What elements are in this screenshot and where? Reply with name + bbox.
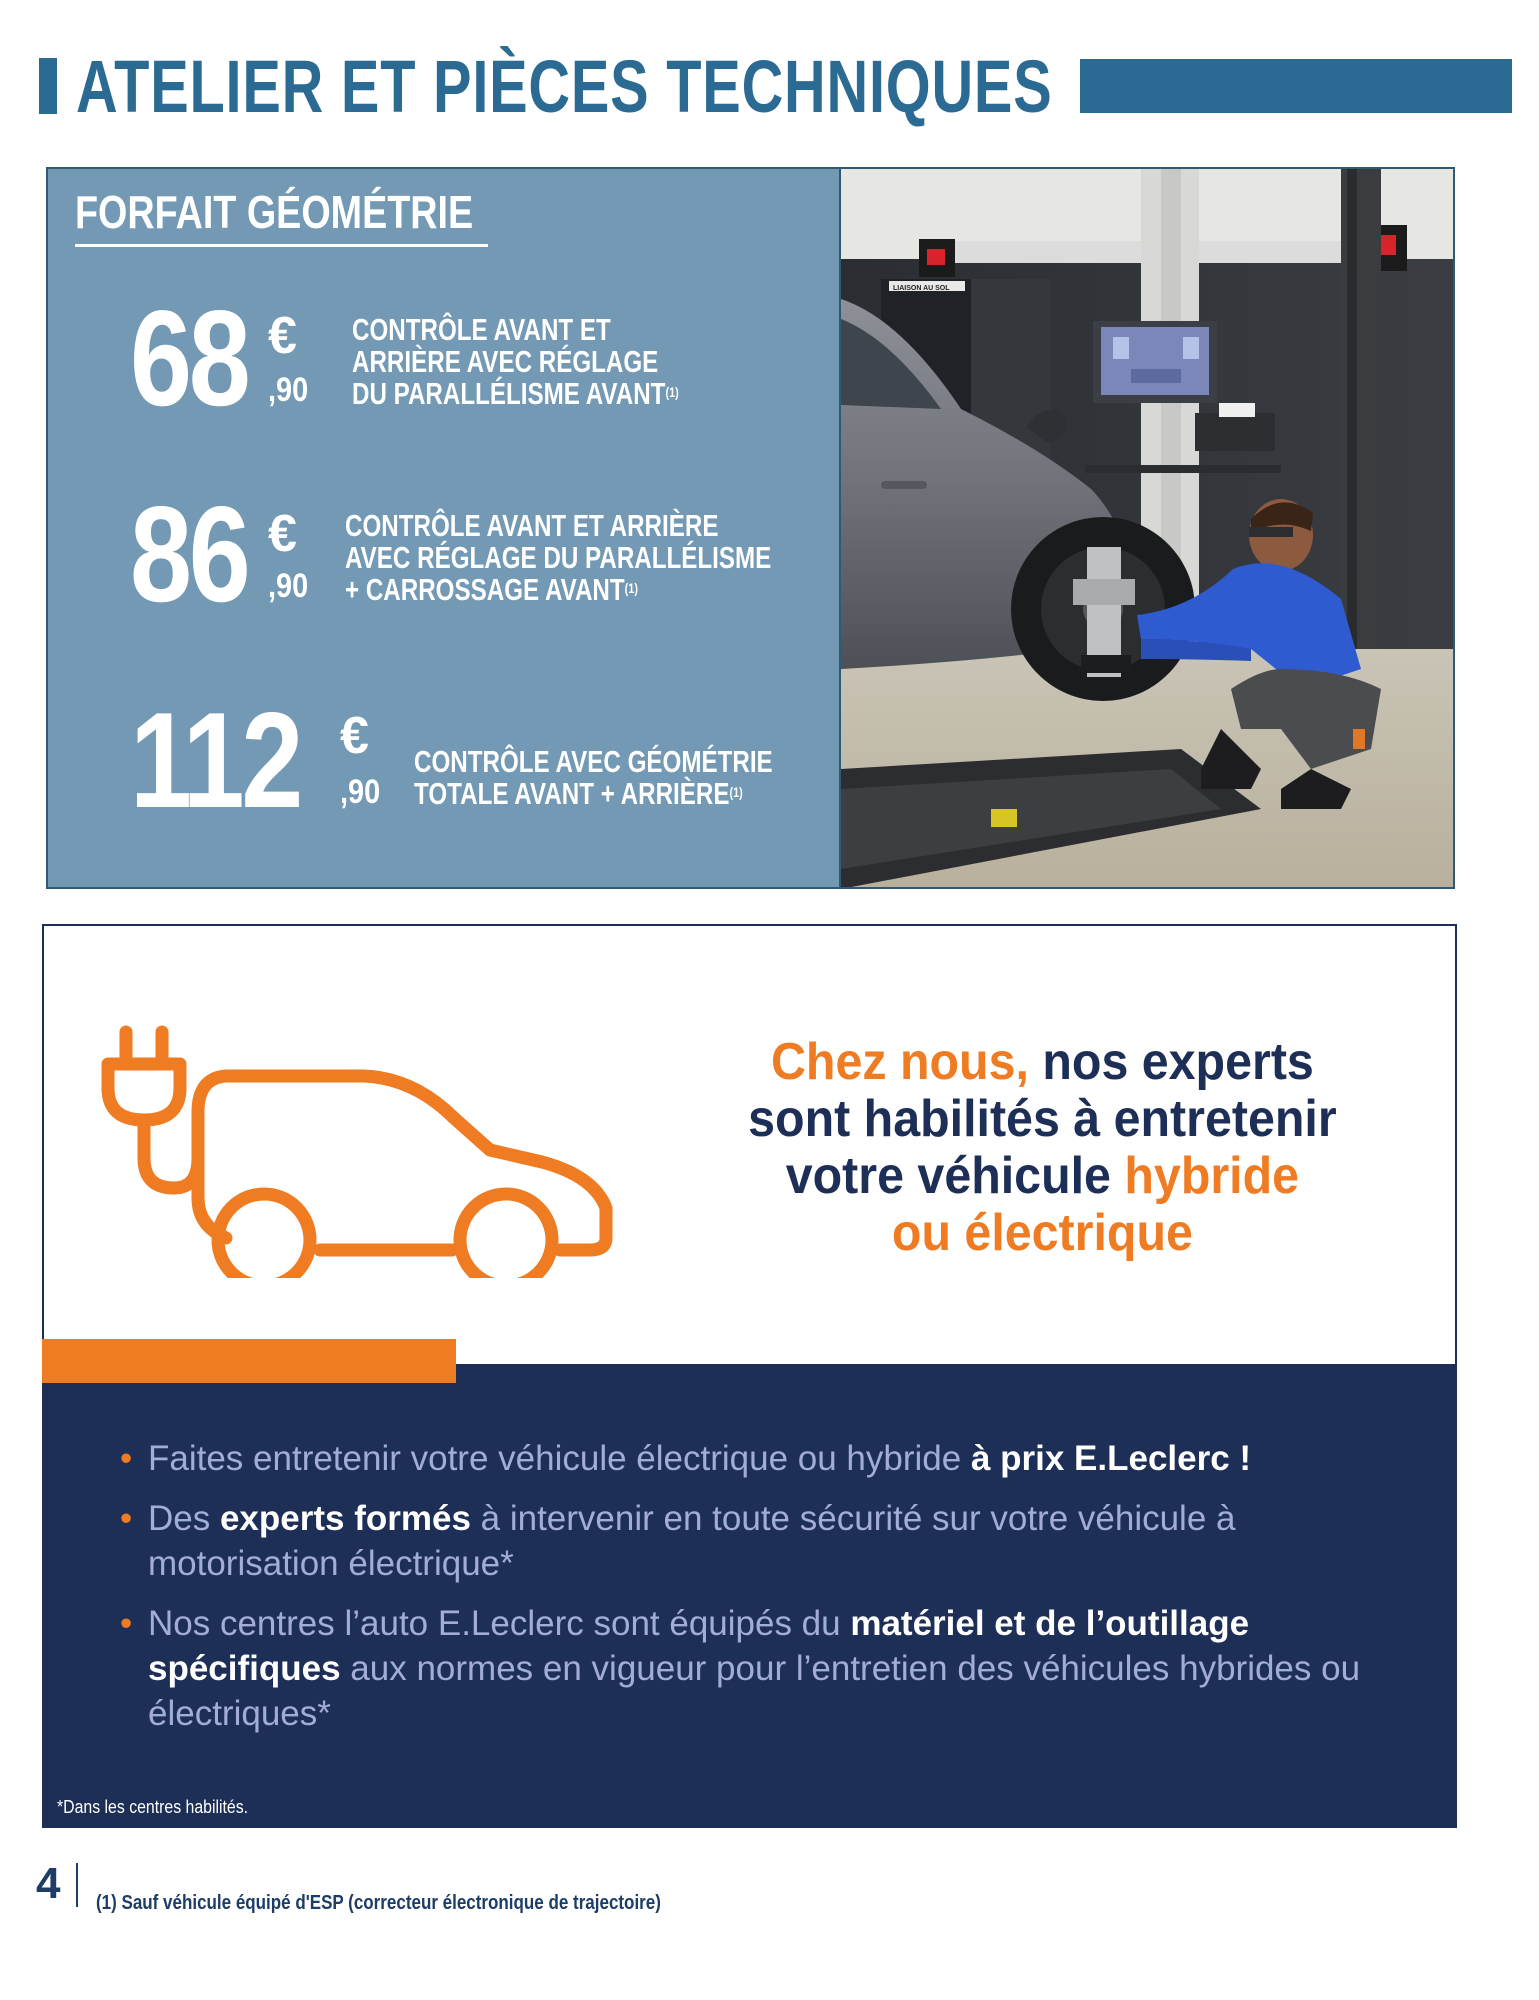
header-accent-bar	[1080, 59, 1512, 113]
title-underline	[75, 244, 488, 247]
page-title: ATELIER ET PIÈCES TECHNIQUES	[76, 45, 1053, 128]
offer-description: CONTRÔLE AVANT ET ARRIÈRE AVEC RÉGLAGE DU PARALLÉLISME + CARROSSAGE AVANT$^{(1)}$	[345, 508, 772, 607]
orange-accent-bar	[42, 1339, 456, 1383]
ev-footnote: *Dans les centres habilités.	[57, 1797, 249, 1817]
divider	[76, 1863, 78, 1907]
price-integer: 68	[130, 282, 248, 434]
price-cents: ,90	[268, 371, 309, 409]
geometry-title: FORFAIT GÉOMÉTRIE	[75, 186, 474, 238]
euro-sign: €	[268, 505, 297, 563]
price-integer: 112	[130, 684, 301, 836]
list-item: • Nos centres l’auto E.Leclerc sont équipés du matériel et de l’outillage spécifiques aux normes en vigueur pour l’entretien des véhicules hybrides ou électriques*	[120, 1601, 1420, 1736]
euro-sign: €	[268, 307, 297, 365]
ev-headline: Chez nous, nos experts sont habilités à entretenir votre véhicule hybride ou électrique	[748, 1033, 1337, 1262]
price-cents: ,90	[268, 567, 309, 605]
euro-sign: €	[340, 707, 369, 765]
workshop-photo	[841, 167, 1455, 889]
header-accent-mark	[39, 58, 57, 114]
offer-description: CONTRÔLE AVEC GÉOMÉTRIE TOTALE AVANT + ARRIÈRE$^{(1)}$	[414, 744, 773, 811]
page-footnote: (1) Sauf véhicule équipé d'ESP (correcteur électronique de trajectoire)	[96, 1892, 661, 1914]
offer-description: CONTRÔLE AVANT ET ARRIÈRE AVEC RÉGLAGE DU PARALLÉLISME AVANT$^{(1)}$	[352, 312, 679, 411]
list-item: • Des experts formés à intervenir en toute sécurité sur votre véhicule à motorisation électrique*	[120, 1496, 1420, 1586]
liaison-sign: LIAISON AU SOL	[893, 285, 950, 292]
ev-benefits-list	[120, 1436, 1420, 1751]
price-integer: 86	[130, 478, 248, 630]
list-item: • Faites entretenir votre véhicule électrique ou hybride à prix E.Leclerc !	[120, 1436, 1420, 1481]
ev-car-plug-icon	[94, 1018, 634, 1278]
page-number: 4	[36, 1859, 61, 1908]
price-cents: ,90	[340, 773, 381, 811]
